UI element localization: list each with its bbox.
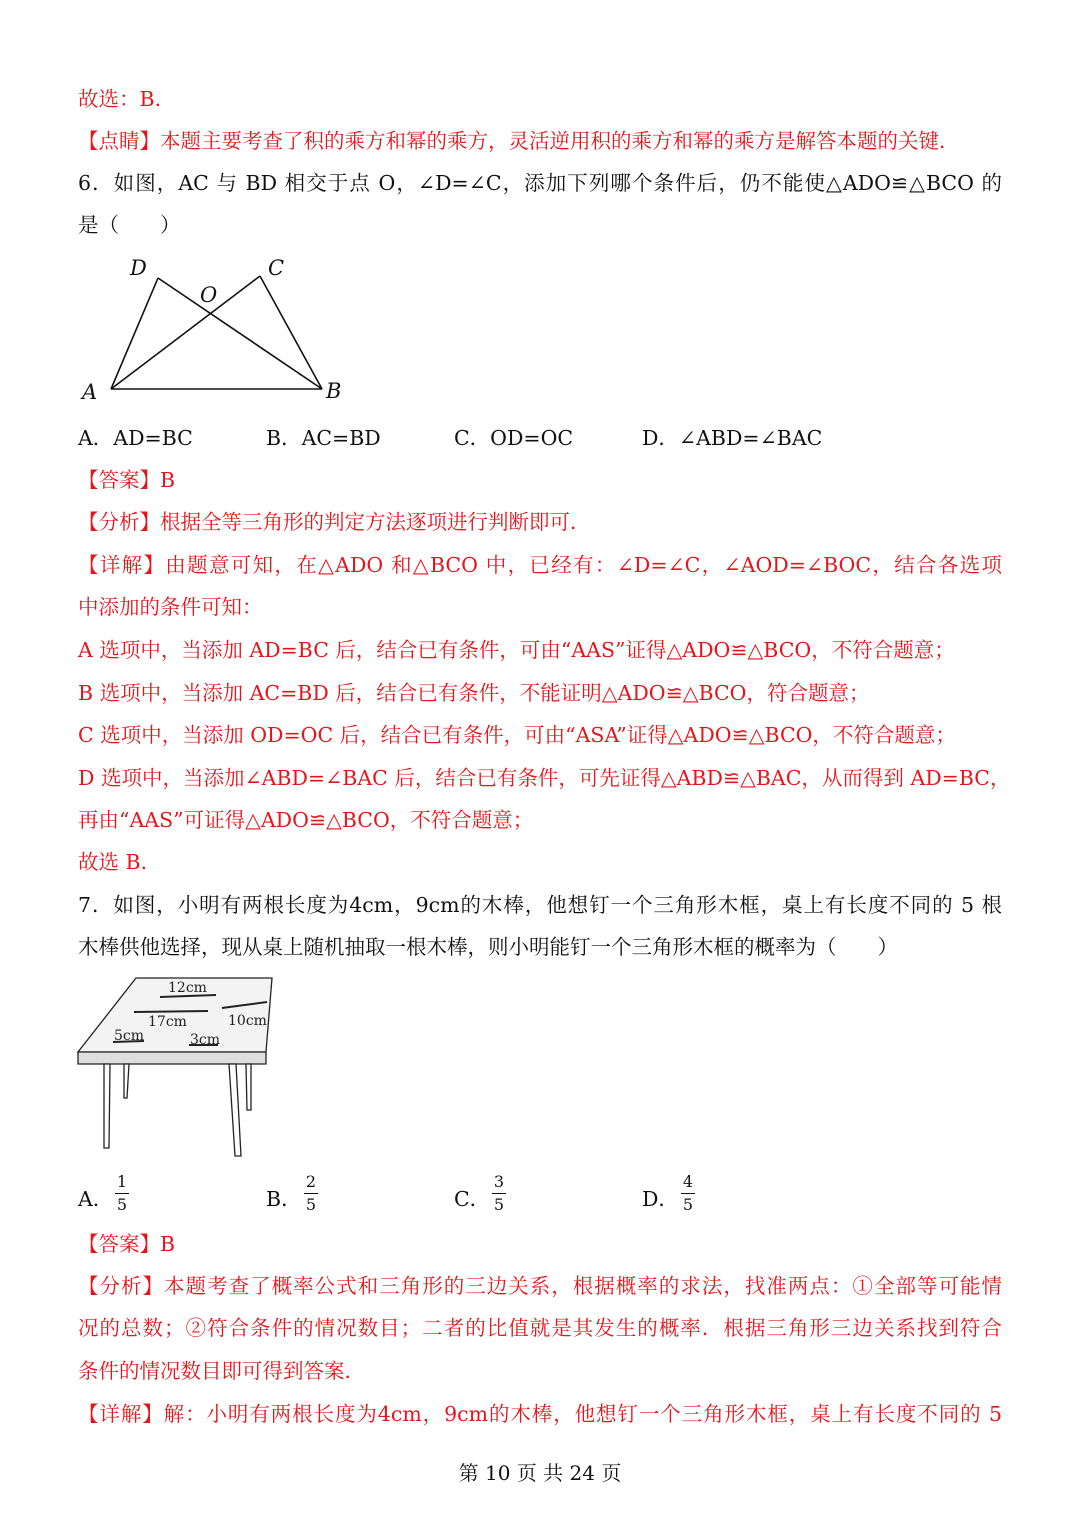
numerator: 3 [492,1171,506,1194]
question-6-figure [78,252,368,407]
denominator: 5 [682,1195,694,1214]
denominator: 5 [305,1195,317,1214]
label-d: D [130,256,147,280]
q6-detail-d-1: D 选项中，当添加∠ABD=∠BAC 后，结合已有条件，可先证得△ABD≌△BAC，从而得到 AD=BC， [78,766,1011,790]
stick-label-10cm: 10cm [228,1013,267,1029]
question-7-figure [76,974,276,1162]
label-b: B [326,379,342,403]
label-c: C [268,256,285,280]
q6-option-b: B．AC=BD [266,426,381,450]
conclusion-line: 故选：B． [78,87,176,111]
question-7-stem-cont: 木棒供他选择，现从桌上随机抽取一根木棒，则小明能钉一个三角形木框的概率为（ ） [78,935,898,959]
numerator: 2 [304,1171,318,1194]
q6-detail-1: 【详解】由题意可知，在△ADO 和△BCO 中，已经有：∠D=∠C，∠AOD=∠BOC，结合各选项 [78,553,1002,577]
question-6-stem: 6．如图，AC 与 BD 相交于点 O，∠D=∠C，添加下列哪个条件后，仍不能使△ADO≌△BCO 的 [78,171,1002,195]
q6-detail-b: B 选项中，当添加 AC=BD 后，结合已有条件，不能证明△ADO≌△BCO，符合题意； [78,681,870,705]
q7-option-d-label: D． [642,1187,679,1211]
label-o: O [200,283,218,307]
q7-detail-1: 【详解】解：小明有两根长度为4cm，9cm的木棒，他想钉一个三角形木框，桌上有长度不同的 5 [78,1402,1002,1426]
q6-option-a: A．AD=BC [78,426,193,450]
question-7-stem: 7．如图，小明有两根长度为4cm，9cm的木棒，他想钉一个三角形木框，桌上有长度不同的 5 根 [78,893,1002,917]
q6-detail-c: C 选项中，当添加 OD=OC 后，结合已有条件，可由“ASA”证得△ADO≌△BCO，不符合题意； [78,723,956,747]
q6-analysis: 【分析】根据全等三角形的判定方法逐项进行判断即可． [78,510,591,534]
table-leg [229,1064,241,1156]
q7-option-d-fraction [681,1171,695,1216]
segment-ad [111,278,158,389]
q7-option-c-label: C． [454,1187,491,1211]
stick-label-3cm: 3cm [190,1032,221,1048]
stick-label-17cm: 17cm [148,1014,187,1030]
q7-option-a-fraction [115,1171,129,1216]
q7-analysis-2: 况的总数；②符合条件的情况数目；二者的比值就是其发生的概率．根据三角形三边关系找到符合 [78,1316,1002,1340]
q6-answer: 【答案】B [78,468,176,492]
q7-option-c-fraction [492,1171,506,1216]
table-leg [124,1064,129,1098]
numerator: 1 [115,1171,129,1194]
q6-detail-a: A 选项中，当添加 AD=BC 后，结合已有条件，可由“AAS”证得△ADO≌△BCO，不符合题意； [78,638,955,662]
page-footer: 第 10 页 共 24 页 [458,1461,622,1485]
q7-analysis-3: 条件的情况数目即可得到答案． [78,1359,365,1383]
q7-option-b-label: B． [266,1187,302,1211]
q7-answer: 【答案】B [78,1232,176,1256]
denominator: 5 [116,1195,128,1214]
q7-option-b-fraction [304,1171,318,1216]
q6-option-d: D．∠ABD=∠BAC [642,426,823,450]
numerator: 4 [681,1171,695,1194]
label-a: A [82,380,98,404]
question-6-stem-cont: 是（ ） [78,213,181,237]
q7-analysis-1: 【分析】本题考查了概率公式和三角形的三边关系，根据概率的求法，找准两点：①全部等可能情 [78,1274,1002,1298]
stick-label-5cm: 5cm [114,1028,145,1044]
q6-conclusion: 故选 B． [78,850,162,874]
segment-bc [260,276,322,389]
q6-detail-d-2: 再由“AAS”可证得△ADO≌△BCO，不符合题意； [78,808,534,832]
q7-option-a-label: A． [78,1187,114,1211]
denominator: 5 [493,1195,505,1214]
table-leg [246,1064,251,1110]
q6-detail-2: 中添加的条件可知： [78,595,263,619]
comment-line: 【点睛】本题主要考查了积的乘方和幂的乘方，灵活逆用积的乘方和幂的乘方是解答本题的关键． [78,129,960,153]
segment-bd [158,278,322,389]
stick-17cm [134,1011,208,1012]
table-leg [104,1064,110,1148]
table-edge [78,1052,266,1064]
stick-label-12cm: 12cm [168,980,207,996]
q6-option-c: C．OD=OC [454,426,574,450]
